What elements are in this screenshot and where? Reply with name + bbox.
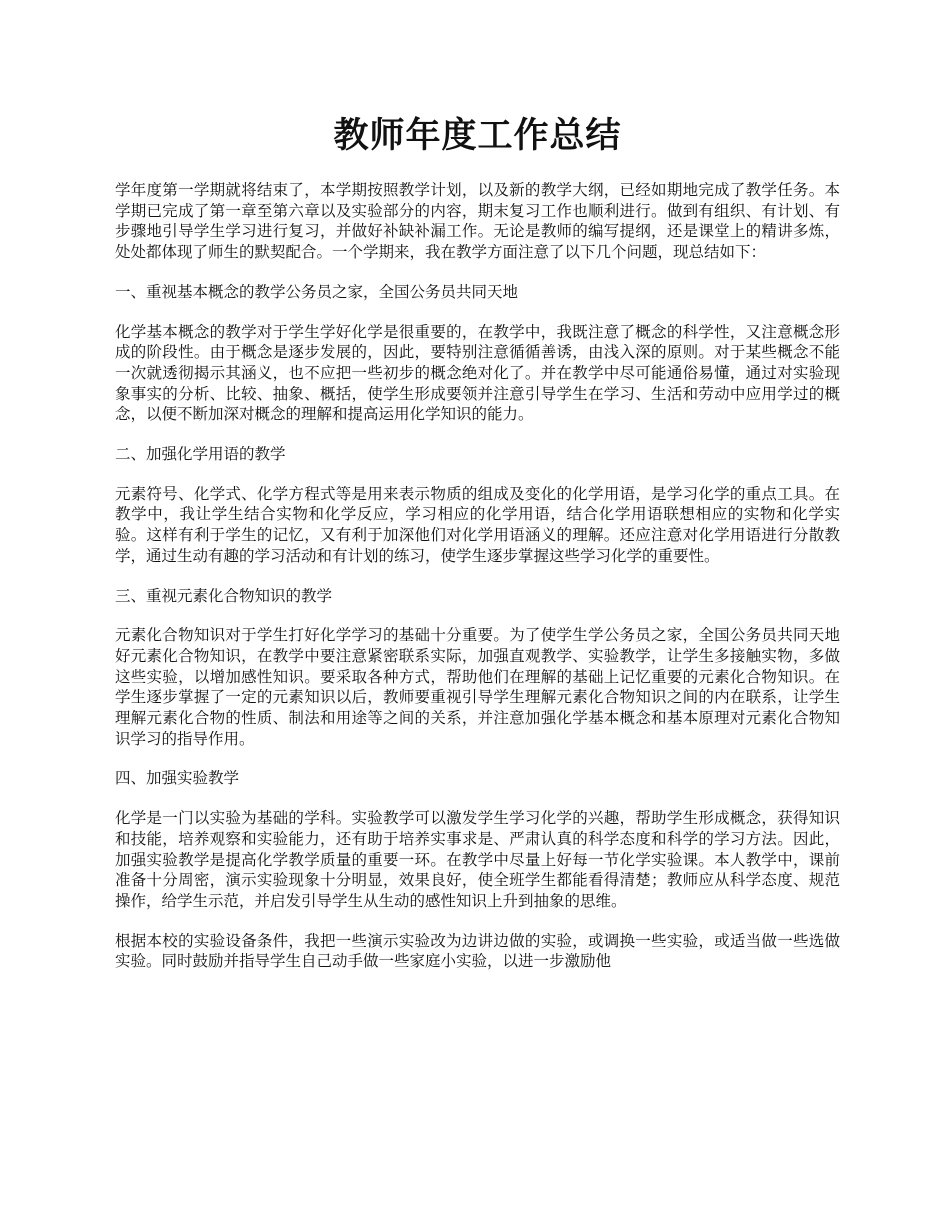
section-body-4: 化学是一门以实验为基础的学科。实验教学可以激发学生学习化学的兴趣，帮助学生形成概念，获得知识和技能，培养观察和实验能力，还有助于培养实事求是、严肃认真的科学态度和科学的学习方法。因此，加强实验教学是提高化学教学质量的重要一环。在教学中尽量上好每一节化学实验课。本人教学中，课前准备十分周密，演示实验现象十分明显，效果良好，使全班学生都能看得清楚；教师应从科学态度、规范操作，给学生示范，并启发引导学生从生动的感性知识上升到抽象的思维。: [115, 809, 840, 910]
intro-paragraph: 学年度第一学期就将结束了，本学期按照教学计划，以及新的教学大纲，已经如期地完成了教学任务。本学期已完成了第一章至第六章以及实验部分的内容，期末复习工作也顺利进行。做到有组织、有计划、有步骤地引导学生学习进行复习，并做好补缺补漏工作。无论是教师的编写提纲，还是课堂上的精讲多炼，处处都体现了师生的默契配合。一个学期来，我在教学方面注意了以下几个问题，现总结如下：: [115, 181, 840, 262]
section-heading-4: 四、加强实验教学: [115, 769, 240, 788]
closing-paragraph: 根据本校的实验设备条件，我把一些演示实验改为边讲边做的实验，或调换一些实验，或适当做一些选做实验。同时鼓励并指导学生自己动手做一些家庭小实验，以进一步激励他: [115, 931, 840, 971]
section-body-3: 元素化合物知识对于学生打好化学学习的基础十分重要。为了使学生学公务员之家，全国公务员共同天地好元素化合物知识，在教学中要注意紧密联系实际，加强直观教学、实验教学，让学生多接触实物，多做这些实验，以增加感性知识。要采取各种方式，帮助他们在理解的基础上记忆重要的元素化合物知识。在学生逐步掌握了一定的元素知识以后，教师要重视引导学生理解元素化合物知识之间的内在联系，让学生理解元素化合物的性质、制法和用途等之间的关系，并注意加强化学基本概念和基本原理对元素化合物知识学习的指导作用。: [115, 626, 840, 748]
document-title: 教师年度工作总结: [333, 115, 622, 156]
section-heading-2: 二、加强化学用语的教学: [115, 445, 286, 464]
section-heading-1: 一、重视基本概念的教学公务员之家，全国公务员共同天地: [115, 282, 519, 301]
section-body-1: 化学基本概念的教学对于学生学好化学是很重要的，在教学中，我既注意了概念的科学性，又注意概念形成的阶段性。由于概念是逐步发展的，因此，要特别注意循循善诱，由浅入深的原则。对于某些概念不能一次就透彻揭示其涵义，也不应把一些初步的概念绝对化了。并在教学中尽可能通俗易懂，通过对实验现象事实的分析、比较、抽象、概括，使学生形成要领并注意引导学生在学习、生活和劳动中应用学过的概念，以便不断加深对概念的理解和提高运用化学知识的能力。: [115, 322, 840, 424]
section-heading-3: 三、重视元素化合物知识的教学: [115, 586, 333, 605]
document-page: [115, 0, 840, 972]
section-body-2: 元素符号、化学式、化学方程式等是用来表示物质的组成及变化的化学用语，是学习化学的重点工具。在教学中，我让学生结合实物和化学反应，学习相应的化学用语，结合化学用语联想相应的实物和化学实验。这样有利于学生的记忆，又有利于加深他们对化学用语涵义的理解。还应注意对化学用语进行分散教学，通过生动有趣的学习活动和有计划的练习，使学生逐步掌握这些学习化学的重要性。: [115, 484, 840, 565]
